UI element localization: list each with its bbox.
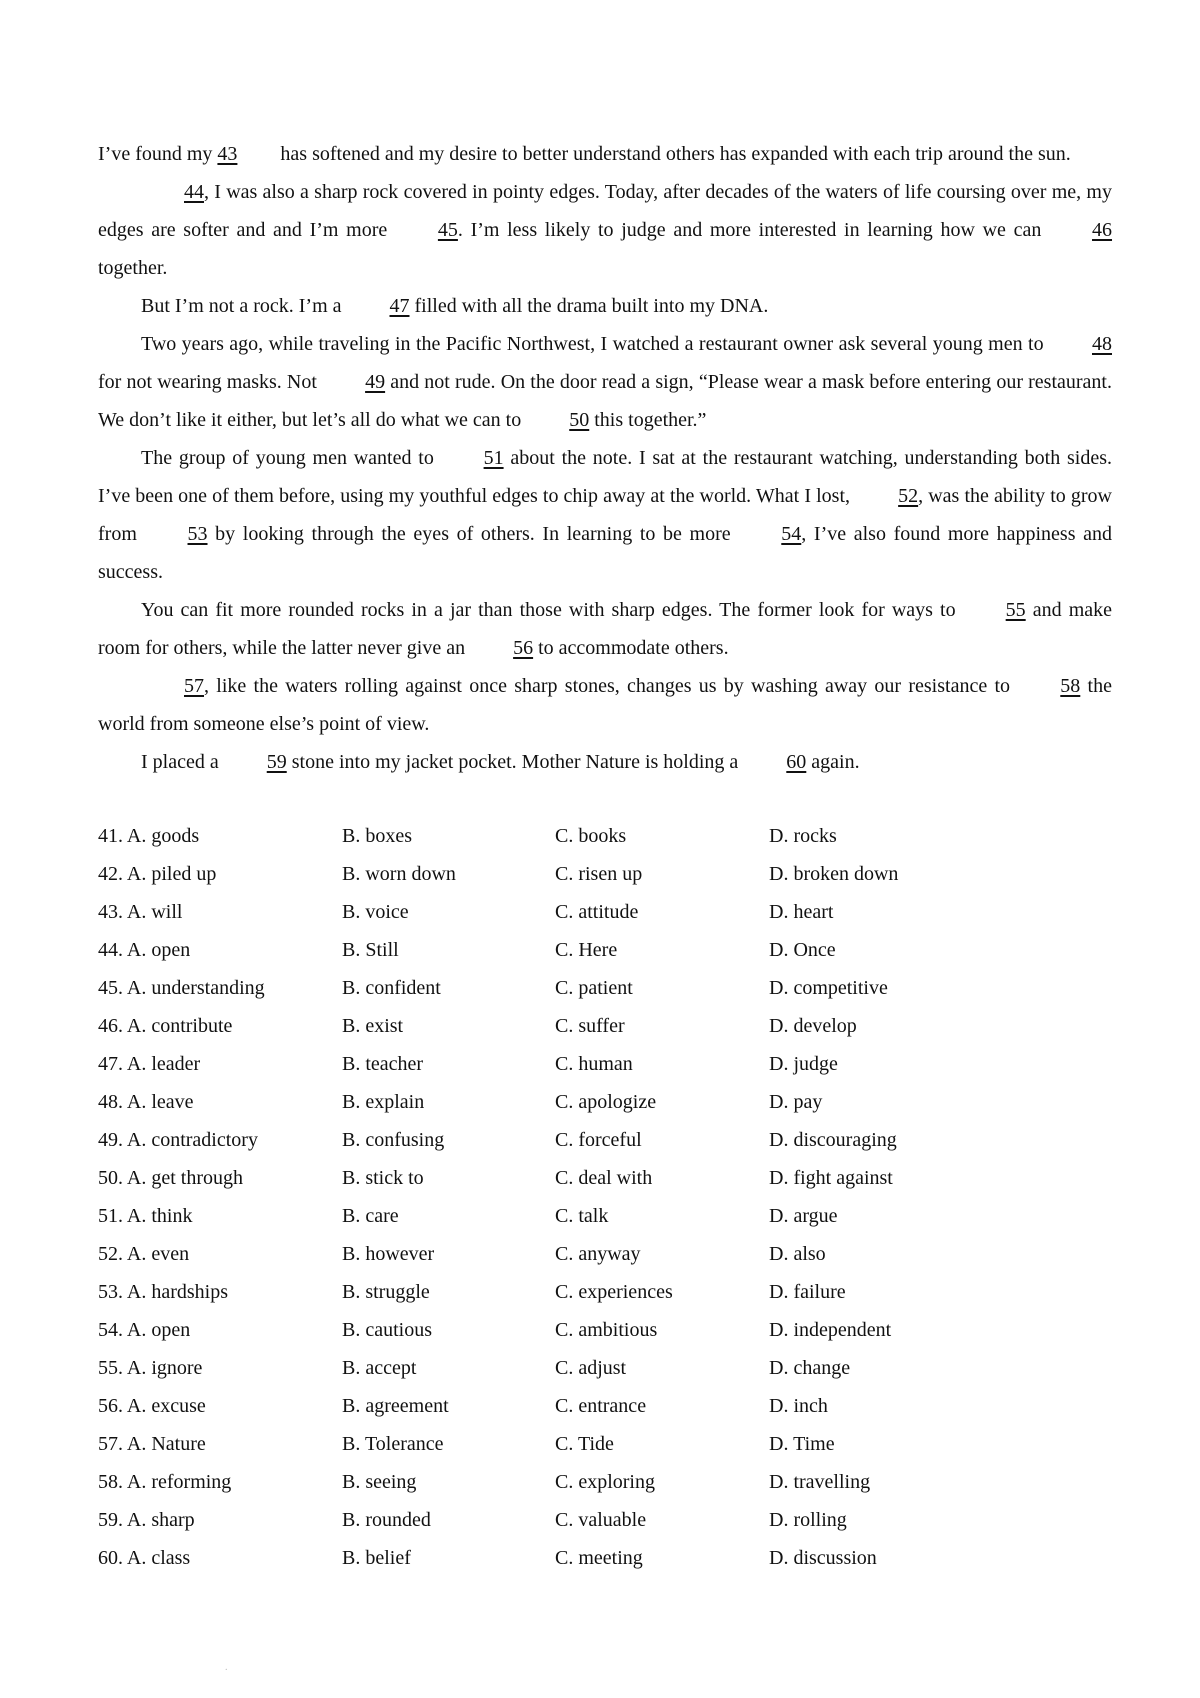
option-b: B. explain: [342, 1091, 425, 1113]
option-a: 55. A. ignore: [98, 1357, 203, 1379]
option-row: [98, 893, 1112, 931]
blank-54: 54: [781, 523, 802, 545]
option-a: 54. A. open: [98, 1319, 191, 1341]
blank-52: 52: [898, 485, 919, 507]
passage-text: this together.”: [589, 409, 707, 431]
passage-text: has softened and my desire to better understand others has expanded with each trip around the sun.: [275, 143, 1071, 165]
option-c: C. human: [555, 1053, 633, 1075]
passage-text: But I’m not a rock. I’m a: [141, 295, 347, 317]
option-row: [98, 1463, 1112, 1501]
option-d: D. broken down: [769, 863, 899, 885]
blank-44: 44: [184, 181, 204, 203]
passage-text: . I’m less likely to judge and more interested in learning how we can: [457, 219, 1050, 241]
option-row: [98, 1159, 1112, 1197]
paragraph-8: [98, 743, 1112, 781]
passage-text: I placed a: [141, 751, 224, 773]
blank-59: 59: [266, 751, 287, 773]
option-a: 53. A. hardships: [98, 1281, 228, 1303]
option-row: [98, 1387, 1112, 1425]
option-c: C. forceful: [555, 1129, 642, 1151]
option-row: [98, 1539, 1112, 1577]
passage-text: again.: [806, 751, 860, 773]
blank-45: 45: [437, 219, 458, 241]
option-d: D. failure: [769, 1281, 846, 1303]
option-c: C. deal with: [555, 1167, 653, 1189]
blank-58: 58: [1060, 675, 1081, 697]
blank-60: 60: [786, 751, 807, 773]
option-a: 60. A. class: [98, 1547, 191, 1569]
passage-text: about the note. I sat at the restaurant watching, understanding both sides. I’ve been one of them before, using my youthful edges to chip away at the world. What I lost,: [98, 447, 1112, 507]
option-a: 49. A. contradictory: [98, 1129, 258, 1151]
passage-text: , like the waters rolling against once sharp stones, changes us by washing away our resistance to: [204, 675, 1018, 697]
option-d: D. independent: [769, 1319, 892, 1341]
option-b: B. care: [342, 1205, 399, 1227]
option-b: B. belief: [342, 1547, 411, 1569]
option-a: 46. A. contribute: [98, 1015, 233, 1037]
option-row: [98, 1235, 1112, 1273]
option-b: B. however: [342, 1243, 435, 1265]
option-d: D. travelling: [769, 1471, 871, 1493]
option-row: [98, 1197, 1112, 1235]
option-row: [98, 1007, 1112, 1045]
option-d: D. discussion: [769, 1547, 877, 1569]
blank-46: 46: [1092, 219, 1113, 241]
option-a: 56. A. excuse: [98, 1395, 206, 1417]
option-c: C. apologize: [555, 1091, 657, 1113]
passage-text: Two years ago, while traveling in the Pacific Northwest, I watched a restaurant owner ask several young men to: [141, 333, 1049, 355]
option-d: D. heart: [769, 901, 834, 923]
option-row: [98, 969, 1112, 1007]
blank-57: 57: [184, 675, 204, 697]
option-a: 51. A. think: [98, 1205, 193, 1227]
option-d: D. argue: [769, 1205, 838, 1227]
blank-49: 49: [365, 371, 386, 393]
option-c: C. anyway: [555, 1243, 641, 1265]
option-a: 43. A. will: [98, 901, 183, 923]
passage-text: The group of young men wanted to: [141, 447, 441, 469]
option-d: D. rolling: [769, 1509, 847, 1531]
option-d: D. also: [769, 1243, 826, 1265]
option-a: 45. A. understanding: [98, 977, 265, 999]
answer-options: [98, 817, 1112, 1577]
passage-text: together.: [98, 257, 168, 279]
option-row: [98, 817, 1112, 855]
option-c: C. books: [555, 825, 627, 847]
blank-47: 47: [389, 295, 410, 317]
option-b: B. struggle: [342, 1281, 430, 1303]
cloze-passage: [98, 135, 1112, 781]
paragraph-4: [98, 325, 1112, 439]
option-d: D. inch: [769, 1395, 828, 1417]
option-c: C. Tide: [555, 1433, 614, 1455]
option-b: B. Still: [342, 939, 399, 961]
option-a: 50. A. get through: [98, 1167, 243, 1189]
option-d: D. rocks: [769, 825, 837, 847]
blank-48: 48: [1092, 333, 1112, 355]
option-row: [98, 1501, 1112, 1539]
passage-text: and make room for others, while the latter never give an: [98, 599, 1113, 659]
option-c: C. suffer: [555, 1015, 625, 1037]
option-a: 47. A. leader: [98, 1053, 201, 1075]
option-row: [98, 855, 1112, 893]
option-c: C. ambitious: [555, 1319, 658, 1341]
option-c: C. entrance: [555, 1395, 647, 1417]
option-b: B. voice: [342, 901, 409, 923]
option-b: B. Tolerance: [342, 1433, 444, 1455]
option-a: 42. A. piled up: [98, 863, 217, 885]
passage-text: , I’ve also found more happiness and success.: [98, 523, 1112, 583]
option-b: B. confident: [342, 977, 441, 999]
passage-text: the world from someone else’s point of view.: [98, 675, 1112, 735]
paragraph-2: [98, 173, 1112, 287]
option-b: B. worn down: [342, 863, 456, 885]
option-a: 59. A. sharp: [98, 1509, 195, 1531]
passage-text: by looking through the eyes of others. In learning to be more: [207, 523, 739, 545]
option-c: C. experiences: [555, 1281, 673, 1303]
option-row: [98, 1273, 1112, 1311]
option-a: 58. A. reforming: [98, 1471, 232, 1493]
option-d: D. Time: [769, 1433, 835, 1455]
option-row: [98, 1425, 1112, 1463]
passage-text: and not rude. On the door read a sign, “Please wear a mask before entering our restaurant. We don’t like it either, but let’s all do what we can to: [98, 371, 1112, 431]
option-d: D. pay: [769, 1091, 823, 1113]
option-d: D. discouraging: [769, 1129, 897, 1151]
passage-text: filled with all the drama built into my DNA.: [409, 295, 769, 317]
option-d: D. judge: [769, 1053, 838, 1075]
option-a: 44. A. open: [98, 939, 191, 961]
option-a: 41. A. goods: [98, 825, 200, 847]
option-a: 57. A. Nature: [98, 1433, 206, 1455]
paragraph-7: [98, 667, 1112, 743]
option-c: C. risen up: [555, 863, 643, 885]
option-row: [98, 1045, 1112, 1083]
passage-text: , was the ability to grow from: [98, 485, 1112, 545]
option-row: [98, 1349, 1112, 1387]
option-row: [98, 1121, 1112, 1159]
option-b: B. accept: [342, 1357, 417, 1379]
option-d: D. competitive: [769, 977, 888, 999]
option-c: C. Here: [555, 939, 618, 961]
option-b: B. exist: [342, 1015, 404, 1037]
page-dot-mark: .: [225, 1662, 228, 1673]
paragraph-3: [98, 287, 1112, 325]
passage-text: to accommodate others.: [533, 637, 729, 659]
blank-51: 51: [483, 447, 504, 469]
option-b: B. confusing: [342, 1129, 445, 1151]
passage-text: stone into my jacket pocket. Mother Nature is holding a: [286, 751, 744, 773]
paragraph-6: [98, 591, 1112, 667]
option-c: C. talk: [555, 1205, 609, 1227]
option-b: B. boxes: [342, 825, 412, 847]
option-b: B. rounded: [342, 1509, 431, 1531]
option-d: D. Once: [769, 939, 836, 961]
option-c: C. adjust: [555, 1357, 627, 1379]
option-a: 52. A. even: [98, 1243, 190, 1265]
option-c: C. attitude: [555, 901, 639, 923]
option-row: [98, 1311, 1112, 1349]
option-a: 48. A. leave: [98, 1091, 194, 1113]
option-row: [98, 1083, 1112, 1121]
option-c: C. valuable: [555, 1509, 647, 1531]
blank-53: 53: [187, 523, 208, 545]
blank-55: 55: [1005, 599, 1026, 621]
paragraph-1: [98, 135, 1112, 173]
blank-56: 56: [513, 637, 534, 659]
option-c: C. meeting: [555, 1547, 643, 1569]
option-b: B. cautious: [342, 1319, 432, 1341]
option-c: C. patient: [555, 977, 633, 999]
passage-text: I’ve found my: [98, 143, 218, 165]
option-d: D. fight against: [769, 1167, 893, 1189]
passage-text: , I was also a sharp rock covered in pointy edges. Today, after decades of the waters of life coursing over me, my edges are softer and and I’m more: [98, 181, 1112, 241]
passage-text: for not wearing masks. Not: [98, 371, 323, 393]
passage-text: You can fit more rounded rocks in a jar than those with sharp edges. The former look for ways to: [141, 599, 963, 621]
option-d: D. change: [769, 1357, 851, 1379]
option-b: B. stick to: [342, 1167, 424, 1189]
blank-43: 43: [217, 143, 238, 165]
option-row: [98, 931, 1112, 969]
option-c: C. exploring: [555, 1471, 655, 1493]
option-d: D. develop: [769, 1015, 857, 1037]
option-b: B. teacher: [342, 1053, 424, 1075]
paragraph-5: [98, 439, 1112, 591]
blank-50: 50: [569, 409, 590, 431]
option-b: B. seeing: [342, 1471, 417, 1493]
option-b: B. agreement: [342, 1395, 449, 1417]
